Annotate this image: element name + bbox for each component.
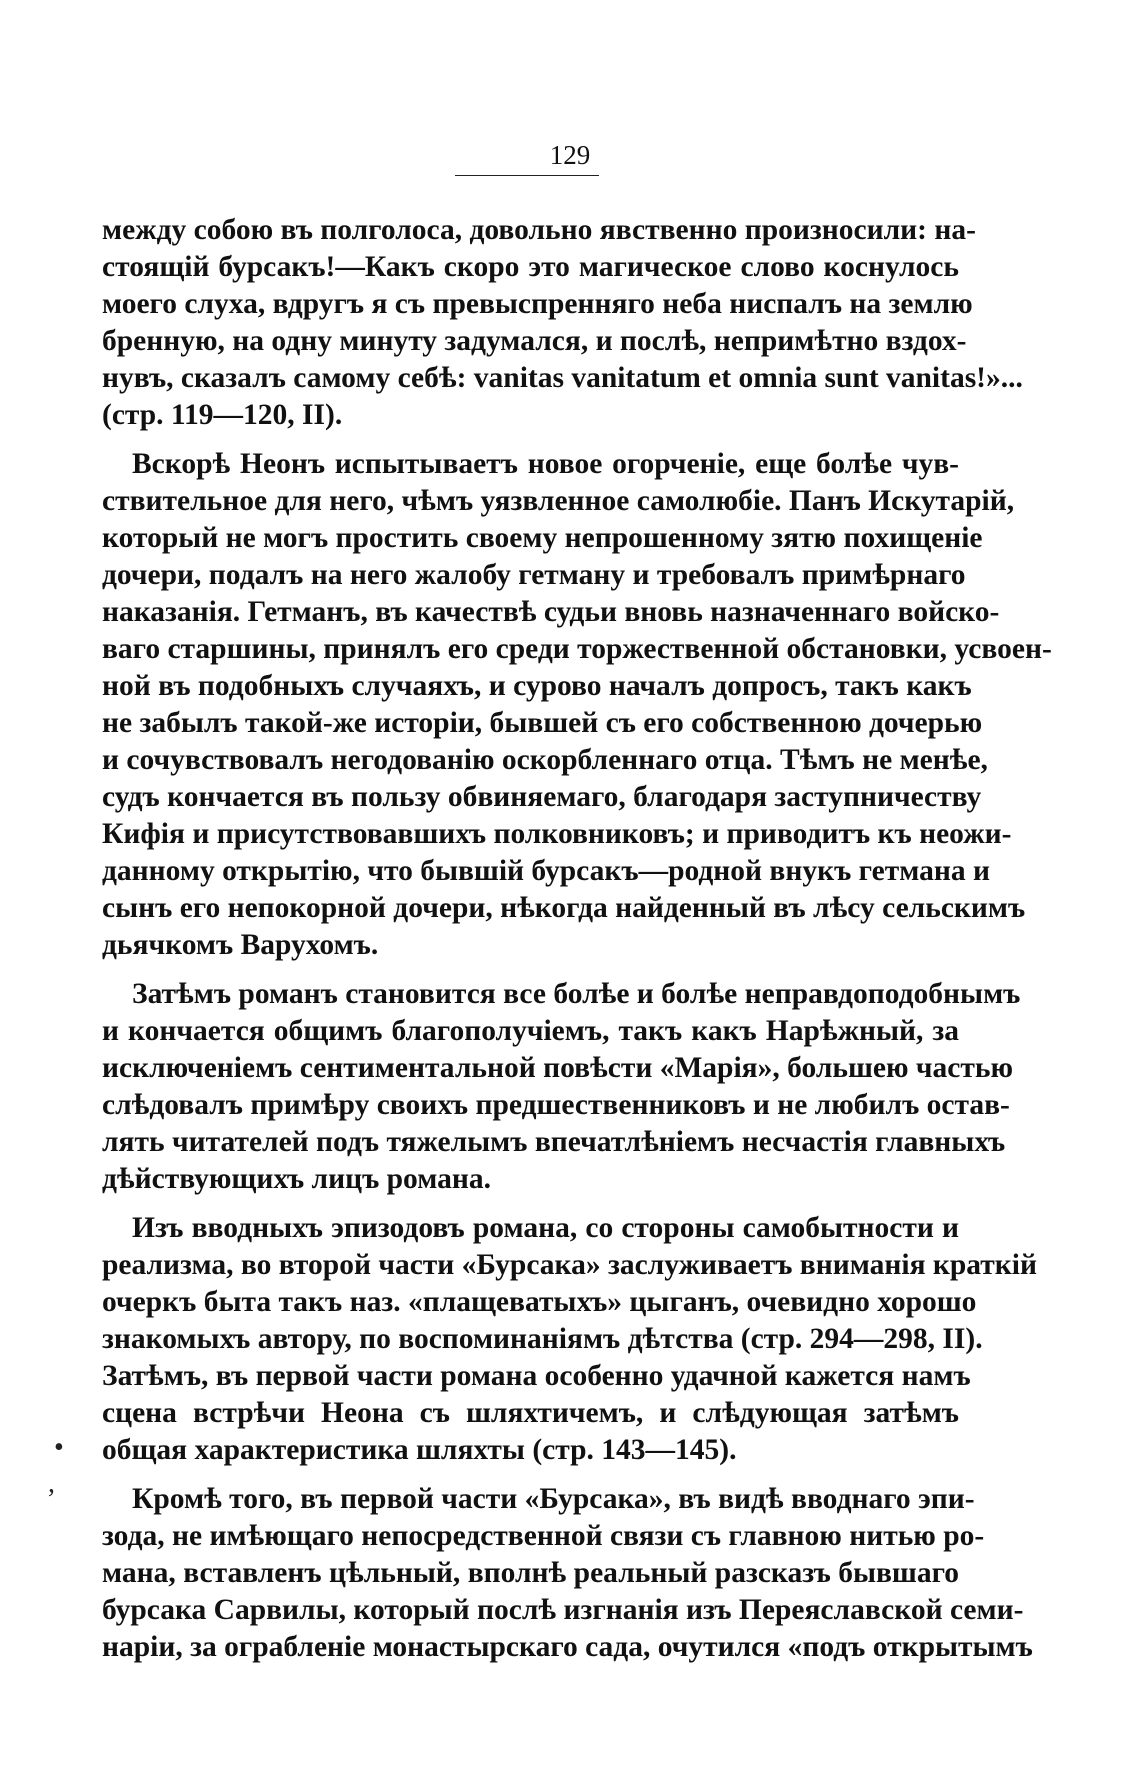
text-line: Вскорѣ Неонъ испытываетъ новое огорченіе, еще болѣе чув- (132, 448, 959, 480)
margin-mark: , (48, 1468, 55, 1499)
paragraph-gap (102, 1469, 959, 1481)
paragraph (102, 446, 1052, 964)
text-line: Изъ вводныхъ эпизодовъ романа, со стороны самобытности и (132, 1212, 959, 1244)
margin-mark: • (54, 1432, 64, 1463)
text-line: Затѣмъ романъ становится все болѣе и болѣе неправдоподобнымъ (132, 978, 1021, 1010)
text-line: наріи, за ограбленіе монастырскаго сада, очутился «подъ открытымъ (102, 1631, 1033, 1663)
paragraph (102, 1210, 1037, 1469)
text-line: (стр. 119—120, II). (102, 399, 343, 431)
text-line: Кифія и присутствовавшихъ полковниковъ; и приводитъ къ неожи- (102, 818, 1012, 850)
text-line: знакомыхъ автору, по воспоминаніямъ дѣтства (стр. 294—298, II). (102, 1323, 983, 1355)
paragraph (102, 1481, 1033, 1666)
body-text (102, 212, 1052, 1666)
text-line: Затѣмъ, въ первой части романа особенно удачной кажется намъ (102, 1360, 971, 1392)
text-line: слѣдовалъ примѣру своихъ предшественниковъ и не любилъ остав- (102, 1089, 1010, 1121)
text-line: дѣйствующихъ лицъ романа. (102, 1163, 492, 1195)
text-line: лять читателей подъ тяжелымъ впечатлѣніемъ несчастія главныхъ (102, 1126, 1006, 1158)
paragraph (102, 212, 1023, 434)
text-line: общая характеристика шляхты (стр. 143—145). (102, 1434, 737, 1466)
text-line: данному открытію, что бывшій бурсакъ—родной внукъ гетмана и (102, 855, 991, 887)
text-line: дьячкомъ Варухомъ. (102, 929, 379, 961)
paragraph (102, 976, 1021, 1198)
text-line: между собою въ полголоса, довольно явственно произносили: на- (102, 214, 976, 246)
text-line: судъ кончается въ пользу обвиняемаго, благодаря заступничеству (102, 781, 982, 813)
text-line: ствительное для него, чѣмъ уязвленное самолюбіе. Панъ Искутарій, (102, 485, 1015, 517)
text-line: стоящій бурсакъ!—Какъ скоро это магическое слово коснулось (102, 251, 959, 283)
text-line: ваго старшины, принялъ его среди торжественной обстановки, усвоен- (102, 633, 1052, 665)
text-line: мана, вставленъ цѣльный, вполнѣ реальный разсказъ бывшаго (102, 1557, 959, 1589)
text-line: и кончается общимъ благополучіемъ, такъ какъ Нарѣжный, за (102, 1015, 959, 1047)
text-line: реализма, во второй части «Бурсака» заслуживаетъ вниманія краткій (102, 1249, 1037, 1281)
text-line: зода, не имѣющаго непосредственной связи съ главною нитью ро- (102, 1520, 985, 1552)
text-line: моего слуха, вдругъ я съ превыспренняго неба ниспалъ на землю (102, 288, 973, 320)
page-number-rule (455, 175, 599, 176)
text-line: исключеніемъ сентиментальной повѣсти «Марія», большею частью (102, 1052, 1013, 1084)
text-line: наказанія. Гетманъ, въ качествѣ судьи вновь назначеннаго войско- (102, 596, 1000, 628)
paragraph-gap (102, 1198, 959, 1210)
paragraph-gap (102, 434, 959, 446)
text-line: не забылъ такой-же исторіи, бывшей съ его собственною дочерью (102, 707, 983, 739)
text-line: сынъ его непокорной дочери, нѣкогда найденный въ лѣсу сельскимъ (102, 892, 1026, 924)
text-line: и сочувствовалъ негодованію оскорбленнаго отца. Тѣмъ не менѣе, (102, 744, 988, 776)
text-line: нувъ, сказалъ самому себѣ: vanitas vanitatum et omnia sunt vanitas!»... (102, 362, 1023, 394)
text-line: дочери, подалъ на него жалобу гетману и требовалъ примѣрнаго (102, 559, 966, 591)
text-line: бурсака Сарвилы, который послѣ изгнанія изъ Переяславской семи- (102, 1594, 1024, 1626)
page-number: 129 (549, 140, 591, 170)
text-line: бренную, на одну минуту задумался, и послѣ, непримѣтно вздох- (102, 325, 967, 357)
text-line: Кромѣ того, въ первой части «Бурсака», въ видѣ вводнаго эпи- (132, 1483, 975, 1515)
text-line: ной въ подобныхъ случаяхъ, и сурово началъ допросъ, такъ какъ (102, 670, 972, 702)
paragraph-gap (102, 964, 959, 976)
text-line: очеркъ быта такъ наз. «плащеватыхъ» цыганъ, очевидно хорошо (102, 1286, 977, 1318)
text-line: который не могъ простить своему непрошенному зятю похищеніе (102, 522, 983, 554)
text-line: сцена встрѣчи Неона съ шляхтичемъ, и слѣдующая затѣмъ (102, 1397, 959, 1429)
